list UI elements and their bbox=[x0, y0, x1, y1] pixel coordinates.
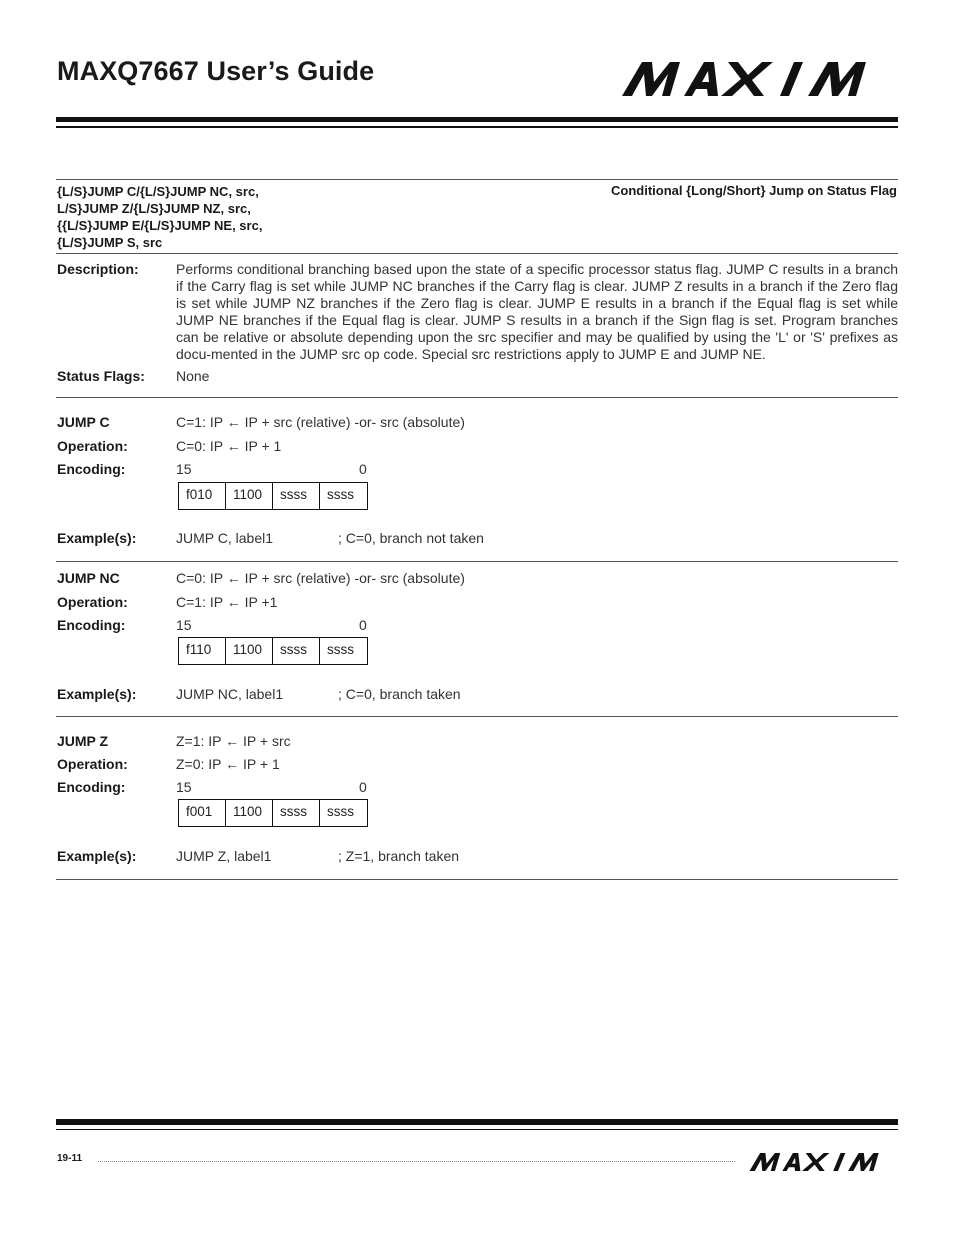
section-header-rule bbox=[56, 253, 898, 254]
encoding-cell: 1100 bbox=[226, 483, 273, 509]
mnemonic-line: {L/S}JUMP C/{L/S}JUMP NC, src, bbox=[57, 184, 259, 199]
bit-low: 0 bbox=[359, 461, 367, 477]
maxim-logo bbox=[622, 62, 892, 96]
encoding-label: Encoding: bbox=[57, 617, 126, 633]
bit-high: 15 bbox=[176, 779, 192, 795]
status-flags-label: Status Flags: bbox=[57, 368, 145, 384]
description-label: Description: bbox=[57, 261, 139, 277]
header-rule-thin bbox=[56, 126, 898, 128]
encoding-label: Encoding: bbox=[57, 461, 126, 477]
operation-label: Operation: bbox=[57, 438, 128, 454]
page-title: MAXQ7667 User’s Guide bbox=[57, 56, 375, 86]
encoding-table bbox=[178, 482, 368, 510]
encoding-cell: ssss bbox=[327, 804, 354, 819]
divider bbox=[56, 716, 898, 717]
example-code: JUMP C, label1 bbox=[176, 530, 274, 546]
operation-line: C=1: IP ← IP +1 bbox=[176, 594, 278, 610]
encoding-label: Encoding: bbox=[57, 779, 126, 795]
encoding-cell: ssss bbox=[273, 800, 320, 826]
encoding-cell: ssss bbox=[327, 487, 354, 502]
examples-label: Example(s): bbox=[57, 848, 137, 864]
bit-low: 0 bbox=[359, 617, 367, 633]
example-comment: ; Z=1, branch taken bbox=[338, 848, 460, 864]
encoding-table bbox=[178, 637, 368, 665]
encoding-cell: 1100 bbox=[226, 638, 273, 664]
status-flags-value: None bbox=[176, 368, 210, 384]
operation-line: C=0: IP ← IP + src (relative) -or- src (absolute) bbox=[176, 570, 465, 586]
examples-label: Example(s): bbox=[57, 530, 137, 546]
encoding-cell: f110 bbox=[179, 638, 226, 664]
bit-high: 15 bbox=[176, 617, 192, 633]
divider bbox=[56, 879, 898, 880]
example-comment: ; C=0, branch not taken bbox=[338, 530, 484, 546]
operation-line: Z=1: IP ← IP + src bbox=[176, 733, 291, 749]
footer-rule-thin bbox=[56, 1129, 898, 1130]
encoding-cell: ssss bbox=[273, 638, 320, 664]
instruction-name: JUMP C bbox=[57, 414, 110, 430]
encoding-cell: ssss bbox=[327, 642, 354, 657]
footer-dotted-line bbox=[98, 1161, 735, 1162]
encoding-cell: f001 bbox=[179, 800, 226, 826]
instruction-name: JUMP Z bbox=[57, 733, 109, 749]
encoding-cell: f010 bbox=[179, 483, 226, 509]
mnemonic-line: {L/S}JUMP S, src bbox=[57, 235, 163, 250]
encoding-cell: ssss bbox=[273, 483, 320, 509]
example-code: JUMP NC, label1 bbox=[176, 686, 284, 702]
section-top-rule bbox=[56, 179, 898, 180]
header-rule-thick bbox=[56, 117, 898, 122]
description-text: Performs conditional branching based upon the state of a specific processor status flag. JUMP C results in a branch if the Carry flag is set while JUMP NC branches if the Carry flag is clear. JUMP Z results in a branch if the Zero flag is set while JUMP NZ branches if the Zero flag is clear. JUMP E results in a branch if the Equal flag is set while JUMP NE branches if the Equal flag is clear. JUMP S results in a branch if the Sign flag is set. Program branches can be relative or absolute depending upon the src specifier and may be qualified by using the 'L' or 'S' prefixes as docu-mented in the JUMP src op code. Special src restrictions apply to JUMP E and JUMP NE. bbox=[176, 261, 898, 362]
instruction-name: JUMP NC bbox=[57, 570, 120, 586]
operation-line: C=1: IP ← IP + src (relative) -or- src (absolute) bbox=[176, 414, 465, 430]
mnemonic-line: {{L/S}JUMP E/{L/S}JUMP NE, src, bbox=[57, 218, 263, 233]
divider bbox=[56, 397, 898, 398]
encoding-table bbox=[178, 799, 368, 827]
operation-line: C=0: IP ← IP + 1 bbox=[176, 438, 282, 454]
operation-line: Z=0: IP ← IP + 1 bbox=[176, 756, 280, 772]
encoding-cell: 1100 bbox=[226, 800, 273, 826]
mnemonic-line: L/S}JUMP Z/{L/S}JUMP NZ, src, bbox=[57, 201, 251, 216]
divider bbox=[56, 561, 898, 562]
footer-rule-thick bbox=[56, 1119, 898, 1125]
bit-low: 0 bbox=[359, 779, 367, 795]
example-comment: ; C=0, branch taken bbox=[338, 686, 461, 702]
example-code: JUMP Z, label1 bbox=[176, 848, 272, 864]
maxim-logo-footer bbox=[748, 1153, 894, 1171]
section-heading: Conditional {Long/Short} Jump on Status Flag bbox=[611, 183, 897, 198]
operation-label: Operation: bbox=[57, 594, 128, 610]
page-number: 19-11 bbox=[57, 1153, 83, 1164]
examples-label: Example(s): bbox=[57, 686, 137, 702]
instruction-mnemonics bbox=[57, 183, 357, 251]
operation-label: Operation: bbox=[57, 756, 128, 772]
bit-high: 15 bbox=[176, 461, 192, 477]
